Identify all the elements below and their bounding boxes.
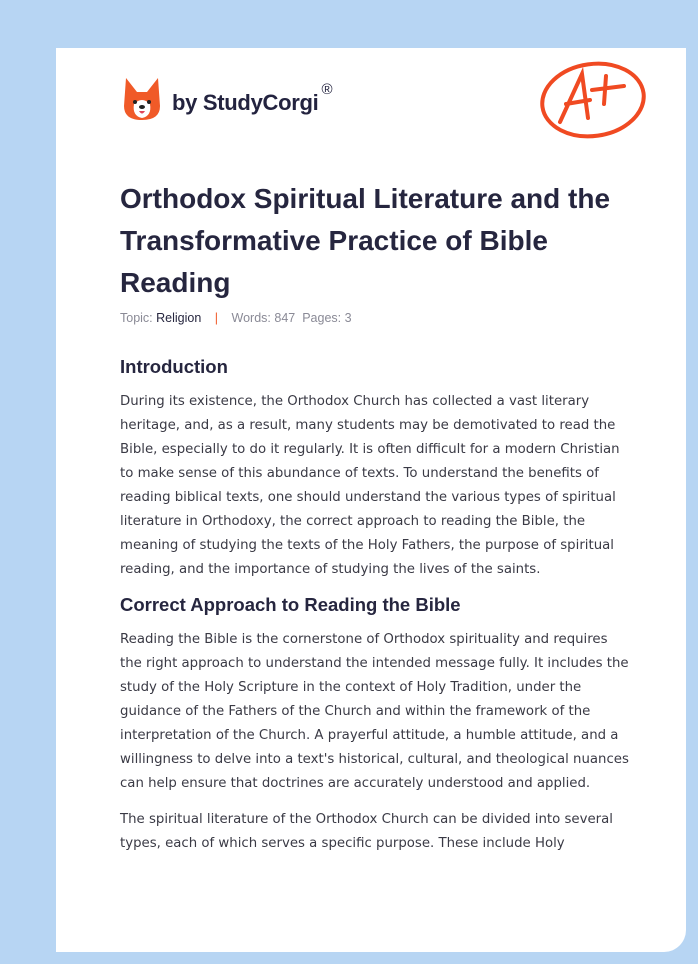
document-page xyxy=(56,48,686,952)
registered-mark: ® xyxy=(321,80,333,98)
meta-separator: | xyxy=(214,311,219,325)
article-title: Orthodox Spiritual Literature and the Transformative Practice of Bible Reading xyxy=(120,183,611,298)
brand-name: by StudyCorgi xyxy=(172,90,319,115)
section-heading: Correct Approach to Reading the Bible xyxy=(120,594,461,615)
section-heading: Introduction xyxy=(120,356,228,377)
article-body xyxy=(120,348,630,868)
words-label: Words: xyxy=(231,311,271,325)
words-count: 847 xyxy=(274,311,296,325)
topic-label: Topic: xyxy=(120,311,153,325)
article-meta xyxy=(120,311,352,325)
studycorgi-logo[interactable] xyxy=(122,76,333,122)
pages-label: Pages: xyxy=(302,311,342,325)
topic-link[interactable]: Religion xyxy=(156,311,202,325)
paragraph: During its existence, the Orthodox Church has collected a vast literary heritage, and, as a result, many students may be demotivated to read the Bible, especially to do it regularly. It is often difficult for a modern Christian to make sense of this abundance of texts. To understand the benefits of reading biblical texts, one should understand the various types of spiritual literature in Orthodoxy, the correct approach to reading the Bible, the meaning of studying the texts of the Holy Fathers, the purpose of spiritual reading, and the importance of studying the lives of the saints. xyxy=(120,394,620,577)
pages-count: 3 xyxy=(344,311,352,325)
corgi-icon xyxy=(122,76,162,122)
a-plus-grade-icon xyxy=(538,58,648,142)
paragraph: The spiritual literature of the Orthodox Church can be divided into several types, each of which serves a specific purpose. These include Holy xyxy=(120,812,613,851)
paragraph: Reading the Bible is the cornerstone of Orthodox spirituality and requires the right approach to understand the intended message fully. It includes the study of the Holy Scripture in the context of Holy Tradition, under the guidance of the Fathers of the Church and within the framework of the interpretation of the Church. A prayerful attitude, a humble attitude, and a willingness to delve into a text's historical, cultural, and theological nuances can help ensure that doctrines are accurately understood and applied. xyxy=(120,632,629,791)
